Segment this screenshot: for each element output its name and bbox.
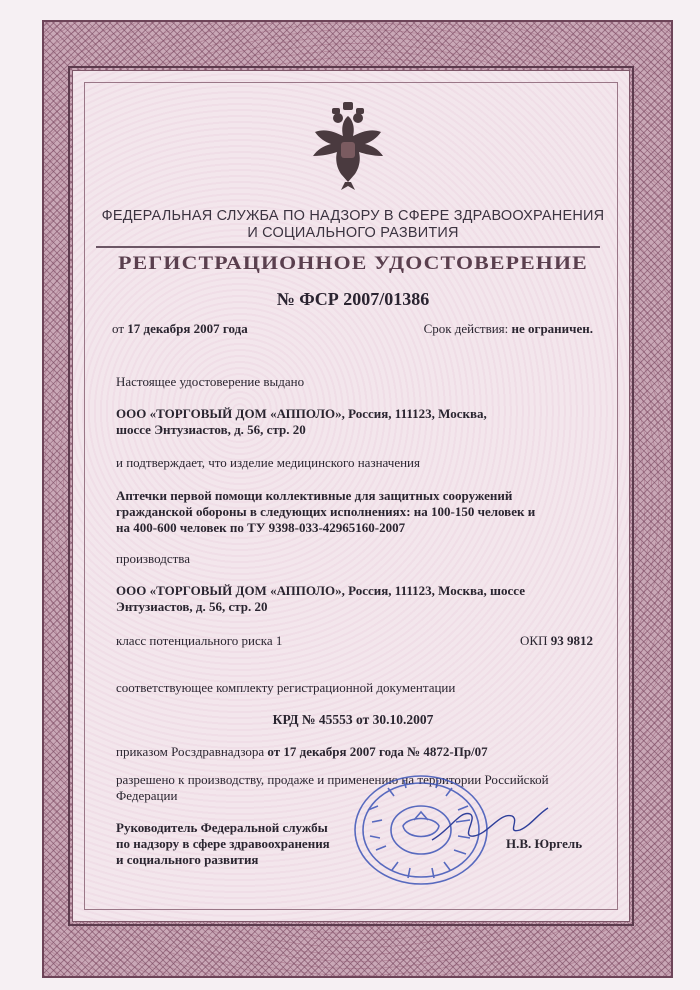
issue-date-prefix: от — [112, 321, 128, 336]
product-line-1: Аптечки первой помощи коллективные для защитных сооружений — [116, 488, 513, 503]
krd-number: КРД № 45553 от 30.10.2007 — [272, 712, 434, 727]
signer-name: Н.В. Юргель — [506, 836, 583, 851]
permit-line-2: Федерации — [116, 788, 178, 803]
risk-class: класс потенциального риска 1 — [116, 633, 283, 648]
holder-line-2: шоссе Энтузиастов, д. 56, стр. 20 — [116, 422, 306, 437]
okp-code — [520, 633, 593, 649]
signer-line-1: Руководитель Федеральной службы — [116, 820, 328, 835]
production-label: производства — [116, 551, 191, 566]
product-line-3: на 400-600 человек по ТУ 9398-033-42965160-2007 — [116, 520, 406, 535]
manufacturer-line-2: Энтузиастов, д. 56, стр. 20 — [116, 599, 268, 614]
okp-label: ОКП — [520, 633, 551, 648]
signer-title — [116, 820, 376, 868]
order-reference — [116, 744, 596, 760]
issued-to-label: Настоящее удостоверение выдано — [116, 374, 305, 389]
order-prefix: приказом Росздравнадзора — [116, 744, 268, 759]
product-description — [116, 488, 596, 536]
agency-line-2: И СОЦИАЛЬНОГО РАЗВИТИЯ — [247, 225, 459, 241]
validity-value: не ограничен. — [511, 321, 593, 336]
signer-line-3: и социального развития — [116, 852, 259, 867]
signer-line-2: по надзору в сфере здравоохранения — [116, 836, 330, 851]
issue-date — [112, 321, 248, 337]
issue-date-value: 17 декабря 2007 года — [127, 321, 248, 336]
okp-value: 93 9812 — [550, 633, 593, 648]
permit-line-1: разрешено к производству, продаже и применению на территории Российской — [116, 772, 549, 787]
holder-info — [116, 406, 596, 438]
validity-label: Срок действия: — [423, 321, 512, 336]
document-title: РЕГИСТРАЦИОННОЕ УДОСТОВЕРЕНИЕ — [118, 253, 588, 274]
product-line-2: гражданской обороны в следующих исполнениях: на 100-150 человек и — [116, 504, 536, 519]
certificate-number: № ФСР 2007/01386 — [276, 289, 430, 309]
validity-period — [424, 321, 593, 337]
conformity-label: соответствующее комплекту регистрационной документации — [116, 680, 456, 695]
agency-divider — [96, 246, 600, 248]
agency-line-1: ФЕДЕРАЛЬНАЯ СЛУЖБА ПО НАДЗОРУ В СФЕРЕ ЗДРАВООХРАНЕНИЯ — [101, 208, 605, 224]
double-headed-eagle-emblem-icon — [305, 98, 391, 190]
holder-line-1: ООО «ТОРГОВЫЙ ДОМ «АППОЛО», Россия, 111123, Москва, — [116, 406, 487, 421]
confirms-label: и подтверждает, что изделие медицинского назначения — [116, 455, 420, 470]
manufacturer-line-1: ООО «ТОРГОВЫЙ ДОМ «АППОЛО», Россия, 111123, Москва, шоссе — [116, 583, 525, 598]
manufacturer-info — [116, 583, 596, 615]
agency-name — [88, 208, 618, 242]
order-value: от 17 декабря 2007 года № 4872-Пр/07 — [267, 744, 488, 759]
